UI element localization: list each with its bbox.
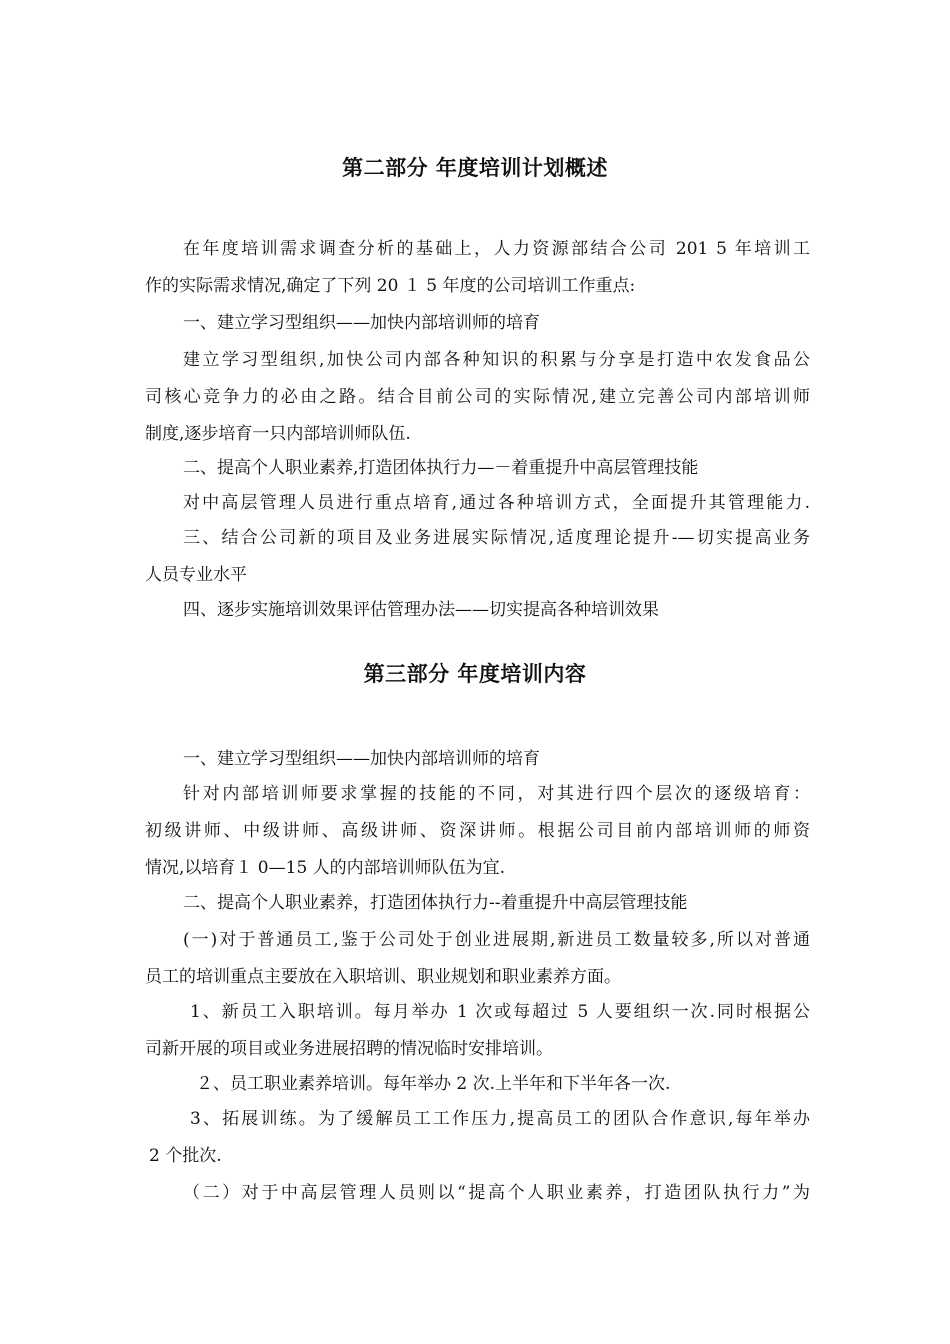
part3-point3-line2: 2 个批次. bbox=[149, 1146, 222, 1166]
part2-item4-title: 四、逐步实施培训效果评估管理办法——切实提高各种培训效果 bbox=[183, 600, 659, 620]
part3-sec1-line1: 针对内部培训师要求掌握的技能的不同，对其进行四个层次的逐级培育： bbox=[183, 784, 810, 804]
part2-item2-title: 二、提高个人职业素养,打造团体执行力—－着重提升中高层管理技能 bbox=[183, 458, 699, 478]
part3-sub1-line1: (一)对于普通员工,鉴于公司处于创业进展期,新进员工数量较多,所以对普通 bbox=[183, 930, 810, 950]
part2-intro-line1: 在年度培训需求调查分析的基础上，人力资源部结合公司 201 5 年培训工 bbox=[183, 239, 810, 259]
part3-point1-line2: 司新开展的项目或业务进展招聘的情况临时安排培训。 bbox=[145, 1039, 553, 1059]
part3-point2-line1: ２、员工职业素养培训。每年举办 2 次.上半年和下半年各一次. bbox=[196, 1074, 671, 1094]
part2-item3-line2: 人员专业水平 bbox=[145, 565, 247, 585]
part3-sub1-line2: 员工的培训重点主要放在入职培训、职业规划和职业素养方面。 bbox=[145, 967, 621, 987]
part2-item3-line1: 三、结合公司新的项目及业务进展实际情况,适度理论提升-—切实提高业务 bbox=[183, 528, 810, 548]
part2-heading: 第二部分 年度培训计划概述 bbox=[342, 156, 608, 180]
part3-point1-line1: 1、新员工入职培训。每月举办 1 次或每超过 5 人要组织一次.同时根据公 bbox=[190, 1002, 810, 1022]
part2-item1-line3: 制度,逐步培育一只内部培训师队伍. bbox=[145, 424, 411, 444]
part2-intro-line2: 作的实际需求情况,确定了下列 20 １ 5 年度的公司培训工作重点: bbox=[145, 276, 636, 296]
part3-sec1-title: 一、建立学习型组织——加快内部培训师的培育 bbox=[183, 749, 540, 769]
part3-point3-line1: 3、拓展训练。为了缓解员工工作压力,提高员工的团队合作意识,每年举办 bbox=[190, 1109, 810, 1129]
part2-item2-line1: 对中高层管理人员进行重点培育,通过各种培训方式，全面提升其管理能力. bbox=[183, 493, 810, 513]
part3-heading: 第三部分 年度培训内容 bbox=[363, 662, 587, 686]
part2-item1-line2: 司核心竞争力的必由之路。结合目前公司的实际情况,建立完善公司内部培训师 bbox=[145, 387, 810, 407]
part3-sub2-line1: （二）对于中高层管理人员则以“提高个人职业素养，打造团队执行力”为 bbox=[183, 1183, 810, 1203]
part3-sec1-line3: 情况,以培育１ 0—15 人的内部培训师队伍为宜. bbox=[145, 858, 506, 878]
part2-item1-line1: 建立学习型组织,加快公司内部各种知识的积累与分享是打造中农发食品公 bbox=[183, 350, 810, 370]
part3-sec1-line2: 初级讲师、中级讲师、高级讲师、资深讲师。根据公司目前内部培训师的师资 bbox=[145, 821, 810, 841]
part3-sec2-title: 二、提高个人职业素养，打造团体执行力--着重提升中高层管理技能 bbox=[183, 893, 688, 913]
part2-item1-title: 一、建立学习型组织——加快内部培训师的培育 bbox=[183, 313, 540, 333]
